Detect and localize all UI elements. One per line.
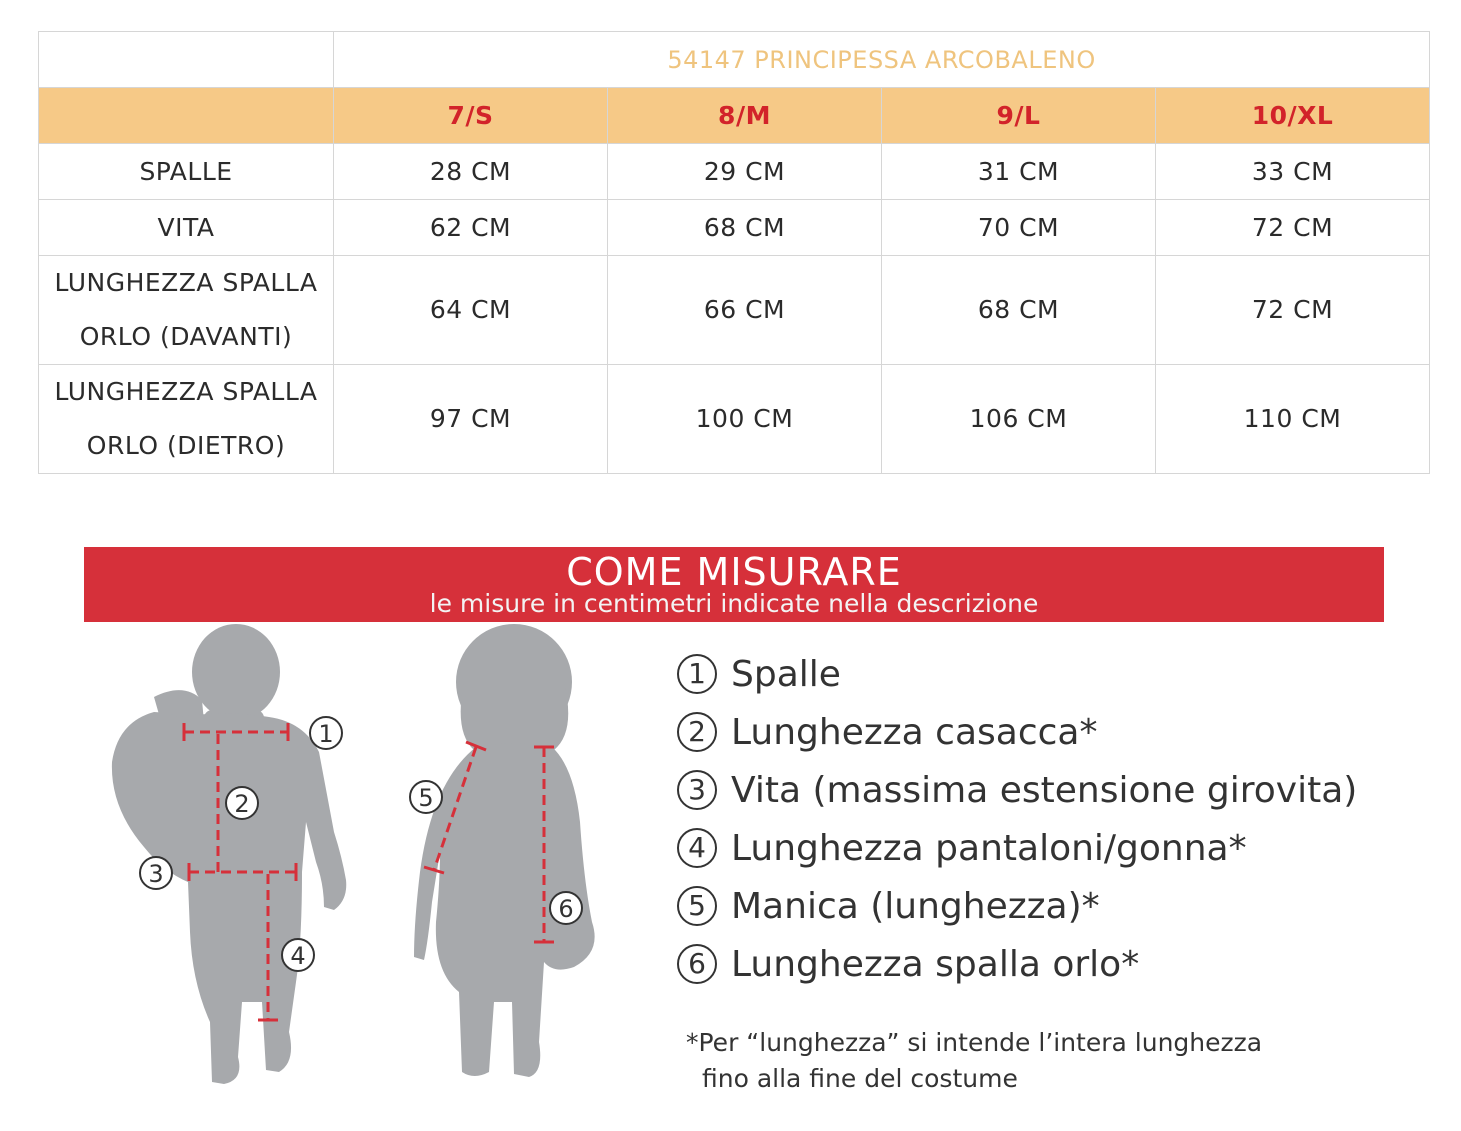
row-label-line: ORLO (DAVANTI) — [79, 322, 293, 351]
table-cell: 28 CM — [334, 144, 608, 200]
legend-label: Manica (lunghezza)* — [731, 885, 1100, 927]
marker-label: 3 — [148, 860, 164, 888]
row-label — [39, 365, 334, 474]
legend-label: Lunghezza casacca* — [731, 711, 1098, 753]
marker-label: 4 — [290, 942, 306, 970]
row-label: SPALLE — [39, 144, 334, 200]
footnote-line: *Per “lunghezza” si intende l’intera lunghezza — [686, 1028, 1263, 1057]
row-label — [39, 256, 334, 365]
number-3-icon: 3 — [677, 770, 717, 810]
row-label-line: LUNGHEZZA SPALLA — [54, 377, 318, 406]
legend-item — [677, 645, 1397, 703]
size-header-cell: 8/M — [608, 88, 882, 144]
table-cell: 33 CM — [1156, 144, 1430, 200]
table-cell: 106 CM — [882, 365, 1156, 474]
legend-item — [677, 761, 1397, 819]
legend-label: Spalle — [731, 653, 841, 695]
table-cell: 31 CM — [882, 144, 1156, 200]
number-6-icon: 6 — [677, 944, 717, 984]
legend-item — [677, 703, 1397, 761]
marker-1-icon — [310, 717, 342, 749]
size-header-cell: 9/L — [882, 88, 1156, 144]
guide-title: COME MISURARE — [566, 550, 902, 594]
legend-label: Lunghezza pantaloni/gonna* — [731, 827, 1247, 869]
legend-label: Lunghezza spalla orlo* — [731, 943, 1140, 985]
table-cell: 29 CM — [608, 144, 882, 200]
marker-6-icon — [550, 892, 582, 924]
marker-label: 5 — [418, 784, 434, 812]
size-header-cell: 10/XL — [1156, 88, 1430, 144]
number-4-icon: 4 — [677, 828, 717, 868]
legend-item — [677, 877, 1397, 935]
table-cell: 97 CM — [334, 365, 608, 474]
table-cell: 72 CM — [1156, 256, 1430, 365]
legend-item — [677, 935, 1397, 993]
footnote — [686, 1025, 1386, 1097]
marker-5-icon — [410, 781, 442, 813]
empty-header-cell — [39, 88, 334, 144]
legend-item — [677, 819, 1397, 877]
table-cell: 68 CM — [882, 256, 1156, 365]
footnote-line: fino alla fine del costume — [702, 1064, 1018, 1093]
size-header-row — [39, 88, 1430, 144]
table-cell: 70 CM — [882, 200, 1156, 256]
table-cell: 68 CM — [608, 200, 882, 256]
measure-legend — [677, 645, 1397, 993]
child-silhouettes-illustration — [84, 622, 644, 1131]
marker-label: 6 — [558, 895, 574, 923]
title-row — [39, 32, 1430, 88]
table-row — [39, 200, 1430, 256]
marker-label: 1 — [318, 720, 334, 748]
guide-subtitle: le misure in centimetri indicate nella descrizione — [429, 589, 1039, 618]
product-title: 54147 PRINCIPESSA ARCOBALENO — [334, 32, 1430, 88]
row-label-line: ORLO (DIETRO) — [86, 431, 286, 460]
marker-4-icon — [282, 939, 314, 971]
table-cell: 64 CM — [334, 256, 608, 365]
table-cell: 66 CM — [608, 256, 882, 365]
empty-corner-cell — [39, 32, 334, 88]
marker-label: 2 — [234, 790, 250, 818]
table-row — [39, 144, 1430, 200]
table-cell: 72 CM — [1156, 200, 1430, 256]
number-5-icon: 5 — [677, 886, 717, 926]
number-2-icon: 2 — [677, 712, 717, 752]
number-1-icon: 1 — [677, 654, 717, 694]
front-child-silhouette — [112, 624, 346, 1084]
back-child-silhouette — [414, 624, 595, 1077]
table-cell: 100 CM — [608, 365, 882, 474]
legend-label: Vita (massima estensione girovita) — [731, 769, 1358, 811]
guide-banner — [84, 547, 1384, 622]
table-cell: 110 CM — [1156, 365, 1430, 474]
row-label-line: LUNGHEZZA SPALLA — [54, 268, 318, 297]
size-table — [38, 31, 1430, 474]
marker-2-icon — [226, 787, 258, 819]
size-header-cell: 7/S — [334, 88, 608, 144]
table-row — [39, 256, 1430, 365]
measure-guide — [84, 547, 1384, 1131]
row-label: VITA — [39, 200, 334, 256]
marker-3-icon — [140, 857, 172, 889]
table-row — [39, 365, 1430, 474]
table-cell: 62 CM — [334, 200, 608, 256]
